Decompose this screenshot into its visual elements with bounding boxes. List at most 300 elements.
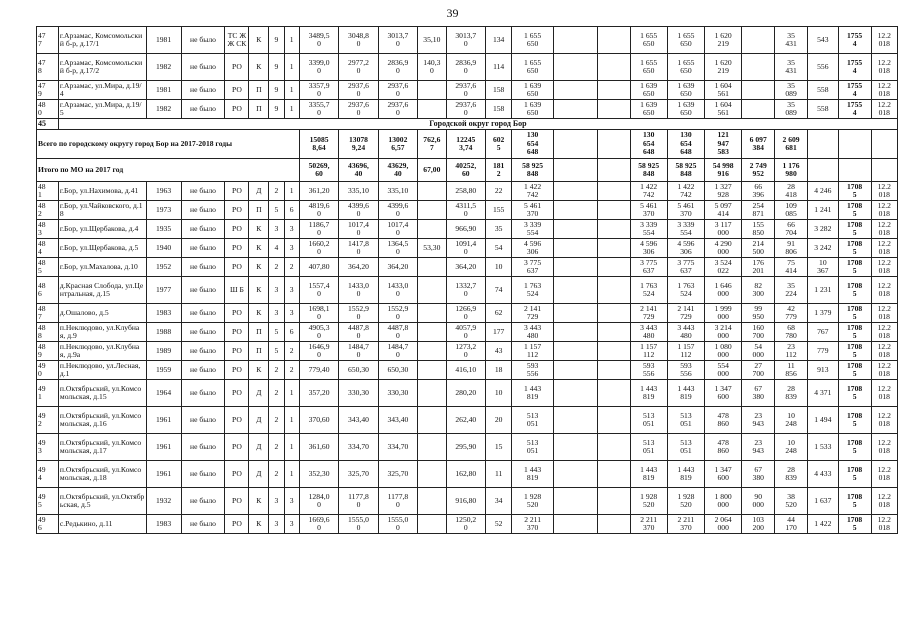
area-nonresidential-cell bbox=[418, 81, 446, 100]
area-residential-cell: 335,10 bbox=[378, 182, 417, 201]
year-cell: 1964 bbox=[146, 380, 181, 407]
total-mo-finance-1: 58 925 848 bbox=[630, 159, 667, 182]
finance-4-cell: 254 871 bbox=[742, 201, 775, 220]
wall-material-cell: РО bbox=[225, 342, 249, 361]
price-per-m2-cell: 558 bbox=[808, 100, 839, 119]
type-cell: Д bbox=[249, 461, 269, 488]
row-number: 48 2 bbox=[37, 201, 59, 220]
area-residential-cell: 1364,5 0 bbox=[378, 239, 417, 258]
price-per-m2-cell: 543 bbox=[808, 27, 839, 54]
area-residential-cell: 3013,7 0 bbox=[378, 27, 417, 54]
cost-cell: 1 655 650 bbox=[512, 27, 554, 54]
area-premises-cell: 1417,8 0 bbox=[339, 239, 378, 258]
finance-2-cell: 1 928 520 bbox=[667, 488, 704, 515]
finance-3-cell: 5 097 414 bbox=[705, 201, 742, 220]
entrances-cell: 3 bbox=[284, 220, 299, 239]
residents-cell: 18 bbox=[486, 361, 512, 380]
finance-3-cell: 2 064 000 bbox=[705, 515, 742, 534]
total-mo-residents: 181 2 bbox=[486, 159, 512, 182]
total-bor-row bbox=[37, 130, 898, 159]
finance-3-cell: 1 620 219 bbox=[705, 54, 742, 81]
total-mo-empty-3 bbox=[808, 159, 839, 182]
type-cell: П bbox=[249, 201, 269, 220]
area-owned-cell: 1266,9 0 bbox=[446, 304, 485, 323]
price-per-m2-cell: 4 371 bbox=[808, 380, 839, 407]
empty-cell bbox=[597, 342, 630, 361]
total-bor-finance-2: 130 654 648 bbox=[667, 130, 704, 159]
area-owned-cell: 1250,2 0 bbox=[446, 515, 485, 534]
year-cell: 1963 bbox=[146, 182, 181, 201]
area-premises-cell: 1484,7 0 bbox=[339, 342, 378, 361]
price-per-m2-cell: 556 bbox=[808, 54, 839, 81]
finance-2-cell: 1 422 742 bbox=[667, 182, 704, 201]
area-residential-cell: 1555,0 0 bbox=[378, 515, 417, 534]
area-premises-cell: 1177,8 0 bbox=[339, 488, 378, 515]
residents-cell: 114 bbox=[486, 54, 512, 81]
area-owned-cell: 1273,2 0 bbox=[446, 342, 485, 361]
entrances-cell: 1 bbox=[284, 81, 299, 100]
empty-cell bbox=[597, 258, 630, 277]
finance-4-cell: 214 500 bbox=[742, 239, 775, 258]
finance-1-cell: 1 422 742 bbox=[630, 182, 667, 201]
finance-1-cell: 1 928 520 bbox=[630, 488, 667, 515]
wall-material-cell: РО bbox=[225, 54, 249, 81]
area-total-cell: 3355,7 0 bbox=[299, 100, 338, 119]
entrances-cell: 2 bbox=[284, 361, 299, 380]
cost-cell: 2 141 729 bbox=[512, 304, 554, 323]
address-cell: д.Ошалово, д.5 bbox=[58, 304, 146, 323]
total-mo-finance-2: 58 925 848 bbox=[667, 159, 704, 182]
total-bor-caption: Всего по городскому округу город Бор на 2017-2018 годы bbox=[37, 130, 300, 159]
wall-material-cell: РО bbox=[225, 201, 249, 220]
empty-cell bbox=[597, 407, 630, 434]
wall-material-cell: РО bbox=[225, 220, 249, 239]
finance-5-cell: 35 431 bbox=[775, 27, 808, 54]
finance-1-cell: 4 596 306 bbox=[630, 239, 667, 258]
finance-4-cell: 23 943 bbox=[742, 407, 775, 434]
row-number: 49 4 bbox=[37, 461, 59, 488]
entrances-cell: 3 bbox=[284, 304, 299, 323]
entrances-cell: 1 bbox=[284, 407, 299, 434]
rows-after bbox=[37, 182, 898, 534]
entrances-cell: 6 bbox=[284, 201, 299, 220]
entrances-cell: 1 bbox=[284, 54, 299, 81]
floors-cell: 3 bbox=[269, 277, 284, 304]
max-price-cell: 1708 5 bbox=[838, 515, 871, 534]
price-per-m2-cell: 1 379 bbox=[808, 304, 839, 323]
floors-cell: 2 bbox=[269, 461, 284, 488]
wall-material-cell: РО bbox=[225, 488, 249, 515]
wall-material-cell: РО bbox=[225, 323, 249, 342]
max-price-cell: 1755 4 bbox=[838, 54, 871, 81]
area-residential-cell: 1552,9 0 bbox=[378, 304, 417, 323]
wall-material-cell: ТС ЖЖ СК bbox=[225, 27, 249, 54]
finance-5-cell: 42 779 bbox=[775, 304, 808, 323]
empty-cell bbox=[553, 488, 597, 515]
wall-material-cell: РО bbox=[225, 239, 249, 258]
last-repair-cell: не было bbox=[181, 201, 225, 220]
empty-cell bbox=[553, 277, 597, 304]
address-cell: г.Арзамас, ул.Мира, д.19/5 bbox=[58, 100, 146, 119]
finance-3-cell: 1 080 000 bbox=[705, 342, 742, 361]
section-block bbox=[37, 119, 898, 182]
area-nonresidential-cell bbox=[418, 342, 446, 361]
finance-2-cell: 1 443 819 bbox=[667, 461, 704, 488]
last-repair-cell: не было bbox=[181, 342, 225, 361]
total-bor-area-total: 15085 8,64 bbox=[299, 130, 338, 159]
wall-material-cell: РО bbox=[225, 304, 249, 323]
last-repair-cell: не было bbox=[181, 304, 225, 323]
residents-cell: 10 bbox=[486, 258, 512, 277]
floors-cell: 9 bbox=[269, 100, 284, 119]
finance-3-cell: 1 604 561 bbox=[705, 100, 742, 119]
empty-cell bbox=[553, 182, 597, 201]
deadline-cell: 12.2 018 bbox=[871, 488, 897, 515]
empty-cell bbox=[597, 239, 630, 258]
residents-cell: 15 bbox=[486, 434, 512, 461]
finance-5-cell: 28 418 bbox=[775, 182, 808, 201]
year-cell: 1935 bbox=[146, 220, 181, 239]
area-premises-cell: 3048,8 0 bbox=[339, 27, 378, 54]
empty-cell bbox=[597, 201, 630, 220]
max-price-cell: 1755 4 bbox=[838, 81, 871, 100]
finance-1-cell: 1 763 524 bbox=[630, 277, 667, 304]
address-cell: д.Красная Слобода, ул.Центральная, д.15 bbox=[58, 277, 146, 304]
type-cell: П bbox=[249, 342, 269, 361]
total-bor-area-nonresidential: 762,6 7 bbox=[418, 130, 446, 159]
finance-3-cell: 1 646 000 bbox=[705, 277, 742, 304]
price-per-m2-cell: 3 242 bbox=[808, 239, 839, 258]
empty-cell bbox=[553, 407, 597, 434]
address-cell: г.Арзамас, ул.Мира, д.19/4 bbox=[58, 81, 146, 100]
empty-cell bbox=[597, 304, 630, 323]
area-total-cell: 3489,5 0 bbox=[299, 27, 338, 54]
area-total-cell: 407,80 bbox=[299, 258, 338, 277]
area-total-cell: 3357,9 0 bbox=[299, 81, 338, 100]
area-total-cell: 779,40 bbox=[299, 361, 338, 380]
type-cell: П bbox=[249, 100, 269, 119]
last-repair-cell: не было bbox=[181, 239, 225, 258]
area-residential-cell: 1433,0 0 bbox=[378, 277, 417, 304]
entrances-cell: 3 bbox=[284, 488, 299, 515]
price-per-m2-cell: 779 bbox=[808, 342, 839, 361]
floors-cell: 2 bbox=[269, 407, 284, 434]
type-cell: К bbox=[249, 488, 269, 515]
cost-cell: 1 443 819 bbox=[512, 380, 554, 407]
area-residential-cell: 334,70 bbox=[378, 434, 417, 461]
residents-cell: 74 bbox=[486, 277, 512, 304]
total-bor-finance-3: 121 947 583 bbox=[705, 130, 742, 159]
residents-cell: 43 bbox=[486, 342, 512, 361]
area-nonresidential-cell bbox=[418, 277, 446, 304]
finance-5-cell: 38 520 bbox=[775, 488, 808, 515]
max-price-cell: 1755 4 bbox=[838, 27, 871, 54]
total-bor-finance-1: 130 654 648 bbox=[630, 130, 667, 159]
floors-cell: 2 bbox=[269, 258, 284, 277]
area-total-cell: 4819,6 0 bbox=[299, 201, 338, 220]
area-residential-cell: 343,40 bbox=[378, 407, 417, 434]
deadline-cell: 12.2 018 bbox=[871, 100, 897, 119]
area-owned-cell: 262,40 bbox=[446, 407, 485, 434]
cost-cell: 1 157 112 bbox=[512, 342, 554, 361]
deadline-cell: 12.2 018 bbox=[871, 304, 897, 323]
finance-5-cell: 35 431 bbox=[775, 54, 808, 81]
finance-2-cell: 5 461 370 bbox=[667, 201, 704, 220]
finance-2-cell: 513 051 bbox=[667, 407, 704, 434]
total-bor-empty-4 bbox=[838, 130, 871, 159]
max-price-cell: 1708 5 bbox=[838, 407, 871, 434]
area-premises-cell: 2977,2 0 bbox=[339, 54, 378, 81]
wall-material-cell: РО bbox=[225, 361, 249, 380]
finance-4-cell: 66 396 bbox=[742, 182, 775, 201]
area-total-cell: 352,30 bbox=[299, 461, 338, 488]
table-row bbox=[37, 182, 898, 201]
year-cell: 1952 bbox=[146, 258, 181, 277]
table-row bbox=[37, 434, 898, 461]
cost-cell: 4 596 306 bbox=[512, 239, 554, 258]
deadline-cell: 12.2 018 bbox=[871, 461, 897, 488]
finance-1-cell: 1 639 650 bbox=[630, 81, 667, 100]
total-mo-area-nonresidential: 67,00 bbox=[418, 159, 446, 182]
floors-cell: 5 bbox=[269, 201, 284, 220]
finance-2-cell: 1 443 819 bbox=[667, 380, 704, 407]
deadline-cell: 12.2 018 bbox=[871, 342, 897, 361]
finance-1-cell: 1 655 650 bbox=[630, 54, 667, 81]
empty-cell bbox=[553, 220, 597, 239]
cost-cell: 1 763 524 bbox=[512, 277, 554, 304]
year-cell: 1981 bbox=[146, 81, 181, 100]
price-per-m2-cell: 1 422 bbox=[808, 515, 839, 534]
area-residential-cell: 650,30 bbox=[378, 361, 417, 380]
year-cell: 1973 bbox=[146, 201, 181, 220]
finance-5-cell: 10 248 bbox=[775, 434, 808, 461]
empty-cell bbox=[597, 488, 630, 515]
area-owned-cell: 4311,5 0 bbox=[446, 201, 485, 220]
deadline-cell: 12.2 018 bbox=[871, 277, 897, 304]
entrances-cell: 1 bbox=[284, 100, 299, 119]
empty-cell bbox=[553, 258, 597, 277]
last-repair-cell: не было bbox=[181, 100, 225, 119]
area-residential-cell: 1017,4 0 bbox=[378, 220, 417, 239]
finance-1-cell: 593 556 bbox=[630, 361, 667, 380]
total-bor-empty-2 bbox=[597, 130, 630, 159]
type-cell: Д bbox=[249, 407, 269, 434]
deadline-cell: 12.2 018 bbox=[871, 323, 897, 342]
cost-cell: 5 461 370 bbox=[512, 201, 554, 220]
type-cell: Д bbox=[249, 182, 269, 201]
cost-cell: 1 639 650 bbox=[512, 81, 554, 100]
deadline-cell: 12.2 018 bbox=[871, 239, 897, 258]
finance-5-cell: 28 839 bbox=[775, 380, 808, 407]
finance-4-cell bbox=[742, 27, 775, 54]
area-premises-cell: 650,30 bbox=[339, 361, 378, 380]
total-mo-area-owned: 40252, 60 bbox=[446, 159, 485, 182]
address-cell: п.Неклюдово, ул.Клубная, д.9а bbox=[58, 342, 146, 361]
row-number: 49 3 bbox=[37, 434, 59, 461]
type-cell: К bbox=[249, 277, 269, 304]
floors-cell: 9 bbox=[269, 54, 284, 81]
area-residential-cell: 364,20 bbox=[378, 258, 417, 277]
price-per-m2-cell: 1 637 bbox=[808, 488, 839, 515]
total-mo-empty-1 bbox=[553, 159, 597, 182]
residents-cell: 11 bbox=[486, 461, 512, 488]
area-premises-cell: 1552,9 0 bbox=[339, 304, 378, 323]
finance-3-cell: 1 620 219 bbox=[705, 27, 742, 54]
residents-cell: 54 bbox=[486, 239, 512, 258]
finance-4-cell: 90 000 bbox=[742, 488, 775, 515]
total-bor-cost: 130 654 648 bbox=[512, 130, 554, 159]
total-bor-empty-5 bbox=[871, 130, 897, 159]
area-premises-cell: 4487,8 0 bbox=[339, 323, 378, 342]
finance-4-cell: 23 943 bbox=[742, 434, 775, 461]
finance-1-cell: 2 141 729 bbox=[630, 304, 667, 323]
last-repair-cell: не было bbox=[181, 323, 225, 342]
area-nonresidential-cell bbox=[418, 100, 446, 119]
area-premises-cell: 343,40 bbox=[339, 407, 378, 434]
last-repair-cell: не было bbox=[181, 182, 225, 201]
floors-cell: 2 bbox=[269, 380, 284, 407]
area-residential-cell: 330,30 bbox=[378, 380, 417, 407]
area-owned-cell: 916,80 bbox=[446, 488, 485, 515]
area-nonresidential-cell bbox=[418, 488, 446, 515]
finance-1-cell: 5 461 370 bbox=[630, 201, 667, 220]
section-number: 45 bbox=[37, 119, 59, 130]
finance-1-cell: 1 157 112 bbox=[630, 342, 667, 361]
type-cell: К bbox=[249, 220, 269, 239]
year-cell: 1977 bbox=[146, 277, 181, 304]
last-repair-cell: не было bbox=[181, 220, 225, 239]
finance-3-cell: 4 290 000 bbox=[705, 239, 742, 258]
finance-2-cell: 1 655 650 bbox=[667, 54, 704, 81]
finance-1-cell: 3 775 637 bbox=[630, 258, 667, 277]
wall-material-cell: РО bbox=[225, 100, 249, 119]
total-mo-finance-4: 2 749 952 bbox=[742, 159, 775, 182]
type-cell: К bbox=[249, 54, 269, 81]
year-cell: 1982 bbox=[146, 100, 181, 119]
empty-cell bbox=[553, 54, 597, 81]
floors-cell: 3 bbox=[269, 488, 284, 515]
table-row bbox=[37, 201, 898, 220]
max-price-cell: 1708 5 bbox=[838, 277, 871, 304]
cost-cell: 3 443 480 bbox=[512, 323, 554, 342]
finance-1-cell: 3 443 480 bbox=[630, 323, 667, 342]
empty-cell bbox=[597, 27, 630, 54]
area-premises-cell: 1017,4 0 bbox=[339, 220, 378, 239]
area-total-cell: 3399,0 0 bbox=[299, 54, 338, 81]
total-mo-row bbox=[37, 159, 898, 182]
max-price-cell: 1708 5 bbox=[838, 201, 871, 220]
finance-2-cell: 513 051 bbox=[667, 434, 704, 461]
finance-5-cell: 44 170 bbox=[775, 515, 808, 534]
address-cell: с.Редькино, д.11 bbox=[58, 515, 146, 534]
residents-cell: 155 bbox=[486, 201, 512, 220]
empty-cell bbox=[597, 323, 630, 342]
empty-cell bbox=[553, 27, 597, 54]
housing-repair-table bbox=[36, 26, 898, 534]
total-mo-empty-2 bbox=[597, 159, 630, 182]
address-cell: п.Октябрьский, ул.Комсомольская, д.16 bbox=[58, 407, 146, 434]
area-residential-cell: 1177,8 0 bbox=[378, 488, 417, 515]
deadline-cell: 12.2 018 bbox=[871, 380, 897, 407]
cost-cell: 1 422 742 bbox=[512, 182, 554, 201]
table-row bbox=[37, 380, 898, 407]
max-price-cell: 1708 5 bbox=[838, 304, 871, 323]
finance-3-cell: 1 347 600 bbox=[705, 461, 742, 488]
max-price-cell: 1708 5 bbox=[838, 323, 871, 342]
residents-cell: 177 bbox=[486, 323, 512, 342]
deadline-cell: 12.2 018 bbox=[871, 434, 897, 461]
section-row bbox=[37, 119, 898, 130]
empty-cell bbox=[597, 461, 630, 488]
residents-cell: 158 bbox=[486, 81, 512, 100]
finance-5-cell: 75 414 bbox=[775, 258, 808, 277]
deadline-cell: 12.2 018 bbox=[871, 201, 897, 220]
table-row bbox=[37, 54, 898, 81]
area-total-cell: 1186,7 0 bbox=[299, 220, 338, 239]
area-total-cell: 1646,9 0 bbox=[299, 342, 338, 361]
area-residential-cell: 4399,6 0 bbox=[378, 201, 417, 220]
year-cell: 1961 bbox=[146, 434, 181, 461]
finance-4-cell: 27 700 bbox=[742, 361, 775, 380]
table-row bbox=[37, 304, 898, 323]
deadline-cell: 12.2 018 bbox=[871, 258, 897, 277]
area-nonresidential-cell: 140,3 0 bbox=[418, 54, 446, 81]
wall-material-cell: РО bbox=[225, 380, 249, 407]
max-price-cell: 1708 5 bbox=[838, 361, 871, 380]
wall-material-cell: РО bbox=[225, 81, 249, 100]
row-number: 48 0 bbox=[37, 100, 59, 119]
price-per-m2-cell: 1 231 bbox=[808, 277, 839, 304]
year-cell: 1983 bbox=[146, 515, 181, 534]
empty-cell bbox=[553, 304, 597, 323]
finance-1-cell: 1 443 819 bbox=[630, 380, 667, 407]
finance-4-cell: 160 700 bbox=[742, 323, 775, 342]
row-number: 48 8 bbox=[37, 323, 59, 342]
total-bor-area-premises: 13078 9,24 bbox=[339, 130, 378, 159]
floors-cell: 4 bbox=[269, 239, 284, 258]
cost-cell: 593 556 bbox=[512, 361, 554, 380]
area-total-cell: 1284,0 0 bbox=[299, 488, 338, 515]
last-repair-cell: не было bbox=[181, 54, 225, 81]
type-cell: Д bbox=[249, 434, 269, 461]
floors-cell: 2 bbox=[269, 361, 284, 380]
address-cell: г.Бор, ул.Махалова, д.10 bbox=[58, 258, 146, 277]
finance-2-cell: 1 639 650 bbox=[667, 100, 704, 119]
table-row bbox=[37, 407, 898, 434]
type-cell: П bbox=[249, 81, 269, 100]
year-cell: 1940 bbox=[146, 239, 181, 258]
finance-1-cell: 1 443 819 bbox=[630, 461, 667, 488]
empty-cell bbox=[553, 342, 597, 361]
finance-2-cell: 1 655 650 bbox=[667, 27, 704, 54]
wall-material-cell: РО bbox=[225, 515, 249, 534]
area-nonresidential-cell bbox=[418, 380, 446, 407]
area-total-cell: 1557,4 0 bbox=[299, 277, 338, 304]
area-owned-cell: 280,20 bbox=[446, 380, 485, 407]
finance-5-cell: 109 085 bbox=[775, 201, 808, 220]
table-row bbox=[37, 220, 898, 239]
wall-material-cell: РО bbox=[225, 182, 249, 201]
area-owned-cell: 1091,4 0 bbox=[446, 239, 485, 258]
row-number: 48 1 bbox=[37, 182, 59, 201]
area-premises-cell: 364,20 bbox=[339, 258, 378, 277]
finance-1-cell: 1 639 650 bbox=[630, 100, 667, 119]
row-number: 49 6 bbox=[37, 515, 59, 534]
table-row bbox=[37, 100, 898, 119]
deadline-cell: 12.2 018 bbox=[871, 27, 897, 54]
finance-2-cell: 2 141 729 bbox=[667, 304, 704, 323]
total-mo-area-total: 50269, 60 bbox=[299, 159, 338, 182]
